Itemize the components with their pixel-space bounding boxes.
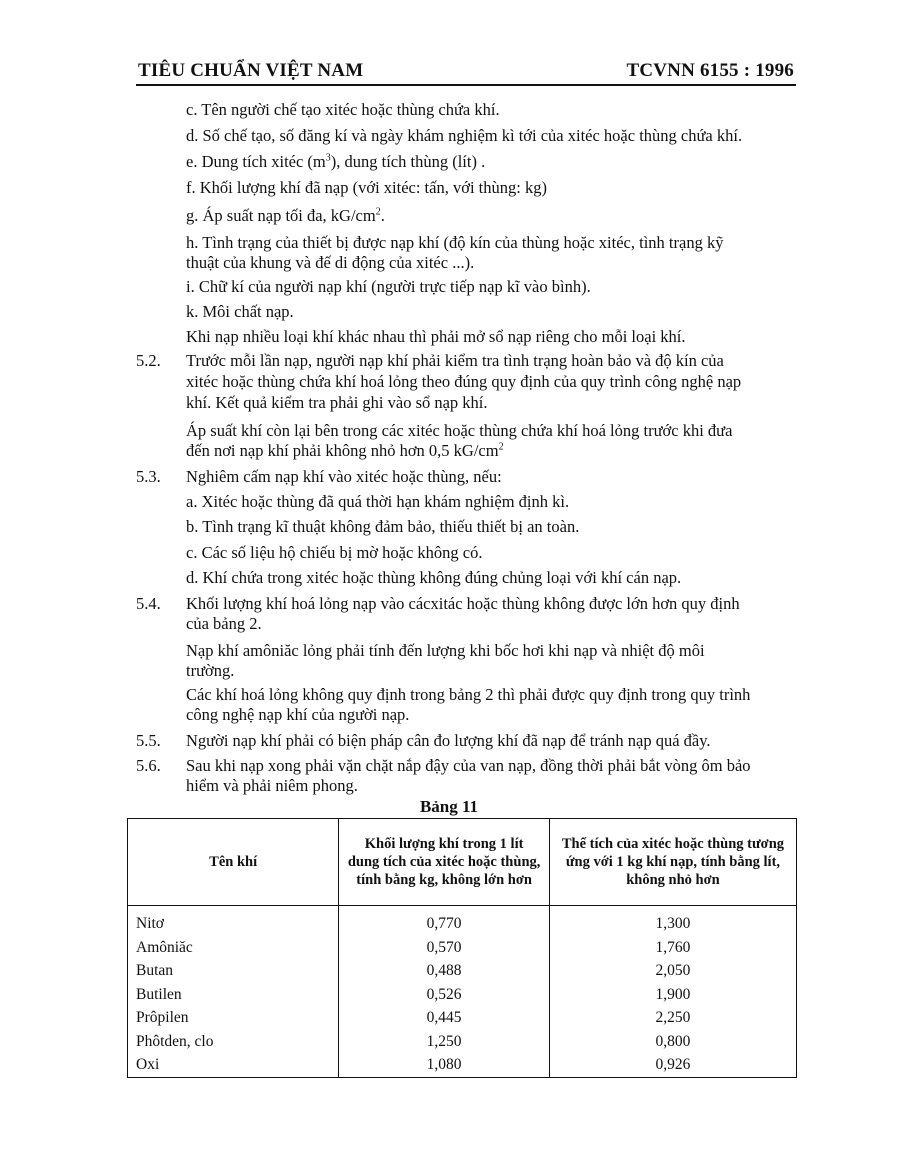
list-item-e: e. Dung tích xitéc $(m^3)$, dung tích thùng (lít) . [186, 152, 486, 171]
section-number-5-6: 5.6. [136, 756, 161, 775]
table-caption: Bảng 11 [419, 797, 479, 816]
header-title: TIÊU CHUẨN VIỆT NAM [138, 60, 364, 81]
section-5-3-item-b: b. Tình trạng kĩ thuật không đảm bảo, thiếu thiết bị an toàn. [186, 517, 580, 536]
section-5-6-line2: hiểm và phải niêm phong. [186, 776, 358, 795]
section-5-3-item-d: d. Khí chứa trong xitéc hoặc thùng không đúng chủng loại với khí cán nạp. [186, 568, 682, 587]
table-row [128, 1030, 797, 1054]
mass-cell: 0,570 [339, 936, 550, 960]
section-5-4-para2-line2: công nghệ nạp khí của người nạp. [186, 705, 410, 724]
table-header-row [128, 819, 797, 906]
column-header-gas-name: Tên khí [128, 819, 339, 906]
section-5-5-text: Người nạp khí phải có biện pháp cân đo lượng khí đã nạp để tránh nạp quá đầy. [186, 731, 711, 750]
section-number-5-4: 5.4. [136, 594, 161, 613]
page-header [136, 58, 796, 86]
section-5-4-para1-line2: trường. [186, 661, 235, 680]
section-5-2-line1: Trước mỗi lần nạp, người nạp khí phải kiểm tra tình trạng hoàn bảo và độ kín của [186, 351, 724, 370]
section-5-2-line2: xitéc hoặc thùng chứa khí hoá lỏng theo đúng quy định của quy trình công nghệ nạp [186, 372, 742, 391]
section-number-5-5: 5.5. [136, 731, 161, 750]
table-row [128, 983, 797, 1007]
gas-name-cell: Amôniăc [128, 936, 339, 960]
list-item-c: c. Tên người chế tạo xitéc hoặc thùng chứa khí. [186, 100, 500, 119]
standard-number: TCVNN 6155 : 1996 [626, 60, 794, 81]
section-5-2-line3: khí. Kết quả kiểm tra phải ghi vào sổ nạp khí. [186, 393, 488, 412]
volume-cell: 2,250 [549, 1006, 796, 1030]
table-row [128, 906, 797, 936]
section-number-5-3: 5.3. [136, 467, 161, 486]
section-5-4-line2: của bảng 2. [186, 614, 262, 633]
gas-name-cell: Nitơ [128, 906, 339, 936]
list-item-d: d. Số chế tạo, số đăng kí và ngày khám nghiệm kì tới của xitéc hoặc thùng chứa khí. [186, 126, 743, 145]
gas-fill-table [127, 818, 797, 1078]
volume-cell: 1,300 [549, 906, 796, 936]
section-5-4-para1-line1: Nạp khí amôniăc lỏng phải tính đến lượng khi bốc hơi khi nạp và nhiệt độ môi [186, 641, 705, 660]
list-item-h-line2: thuật của khung và đế di động của xitéc ...). [186, 253, 475, 272]
mass-cell: 1,080 [339, 1053, 550, 1077]
list-item-g: g. Áp suất nạp tối đa, $kG/cm^2$. [186, 206, 385, 225]
section-5-2-para-line1: Áp suất khí còn lại bên trong các xitéc hoặc thùng chứa khí hoá lỏng trước khi đưa [186, 421, 733, 440]
table-row [128, 1006, 797, 1030]
section-5-2-para-line2: đến nơi nạp khí phải không nhỏ hơn 0,5 $kG/cm^2$ [186, 441, 504, 460]
gas-name-cell: Butan [128, 959, 339, 983]
mass-cell: 0,488 [339, 959, 550, 983]
gas-name-cell: Phôtden, clo [128, 1030, 339, 1054]
section-number-5-2: 5.2. [136, 351, 161, 370]
table-row [128, 936, 797, 960]
mass-cell: 0,770 [339, 906, 550, 936]
column-header-mass-per-liter: Khối lượng khí trong 1 lít dung tích của xitéc hoặc thùng, tính bằng kg, không lớn hơn [339, 819, 550, 906]
mass-cell: 0,526 [339, 983, 550, 1007]
gas-name-cell: Butilen [128, 983, 339, 1007]
list-item-h-line1: h. Tình trạng của thiết bị được nạp khí (độ kín của thùng hoặc xitéc, tình trạng kỹ [186, 233, 724, 252]
volume-cell: 0,800 [549, 1030, 796, 1054]
gas-name-cell: Prôpilen [128, 1006, 339, 1030]
mass-cell: 1,250 [339, 1030, 550, 1054]
section-5-4-para2-line1: Các khí hoá lỏng không quy định trong bảng 2 thì phải được quy định trong quy trình [186, 685, 751, 704]
list-item-f: f. Khối lượng khí đã nạp (với xitéc: tấn, với thùng: kg) [186, 178, 547, 197]
mass-cell: 0,445 [339, 1006, 550, 1030]
section-5-3-text: Nghiêm cấm nạp khí vào xitéc hoặc thùng, nếu: [186, 467, 502, 486]
section-5-4-line1: Khối lượng khí hoá lỏng nạp vào cácxitác hoặc thùng không được lớn hơn quy định [186, 594, 740, 613]
volume-cell: 1,900 [549, 983, 796, 1007]
column-header-volume-per-kg: Thể tích của xitéc hoặc thùng tương ứng với 1 kg khí nạp, tính bằng lít, không nhỏ hơn [549, 819, 796, 906]
gas-name-cell: Oxi [128, 1053, 339, 1077]
table-row [128, 1053, 797, 1077]
volume-cell: 0,926 [549, 1053, 796, 1077]
list-item-k: k. Môi chất nạp. [186, 302, 294, 321]
table-row [128, 959, 797, 983]
section-5-3-item-a: a. Xitéc hoặc thùng đã quá thời hạn khám nghiệm định kì. [186, 492, 570, 511]
list-item-i: i. Chữ kí của người nạp khí (người trực tiếp nạp kĩ vào bình). [186, 277, 591, 296]
volume-cell: 1,760 [549, 936, 796, 960]
section-5-6-line1: Sau khi nạp xong phải vặn chặt nắp đậy của van nạp, đồng thời phải bắt vòng ôm bảo [186, 756, 751, 775]
note-paragraph: Khi nạp nhiều loại khí khác nhau thì phải mở sổ nạp riêng cho mỗi loại khí. [186, 327, 686, 346]
volume-cell: 2,050 [549, 959, 796, 983]
section-5-3-item-c: c. Các số liệu hộ chiếu bị mờ hoặc không có. [186, 543, 483, 562]
